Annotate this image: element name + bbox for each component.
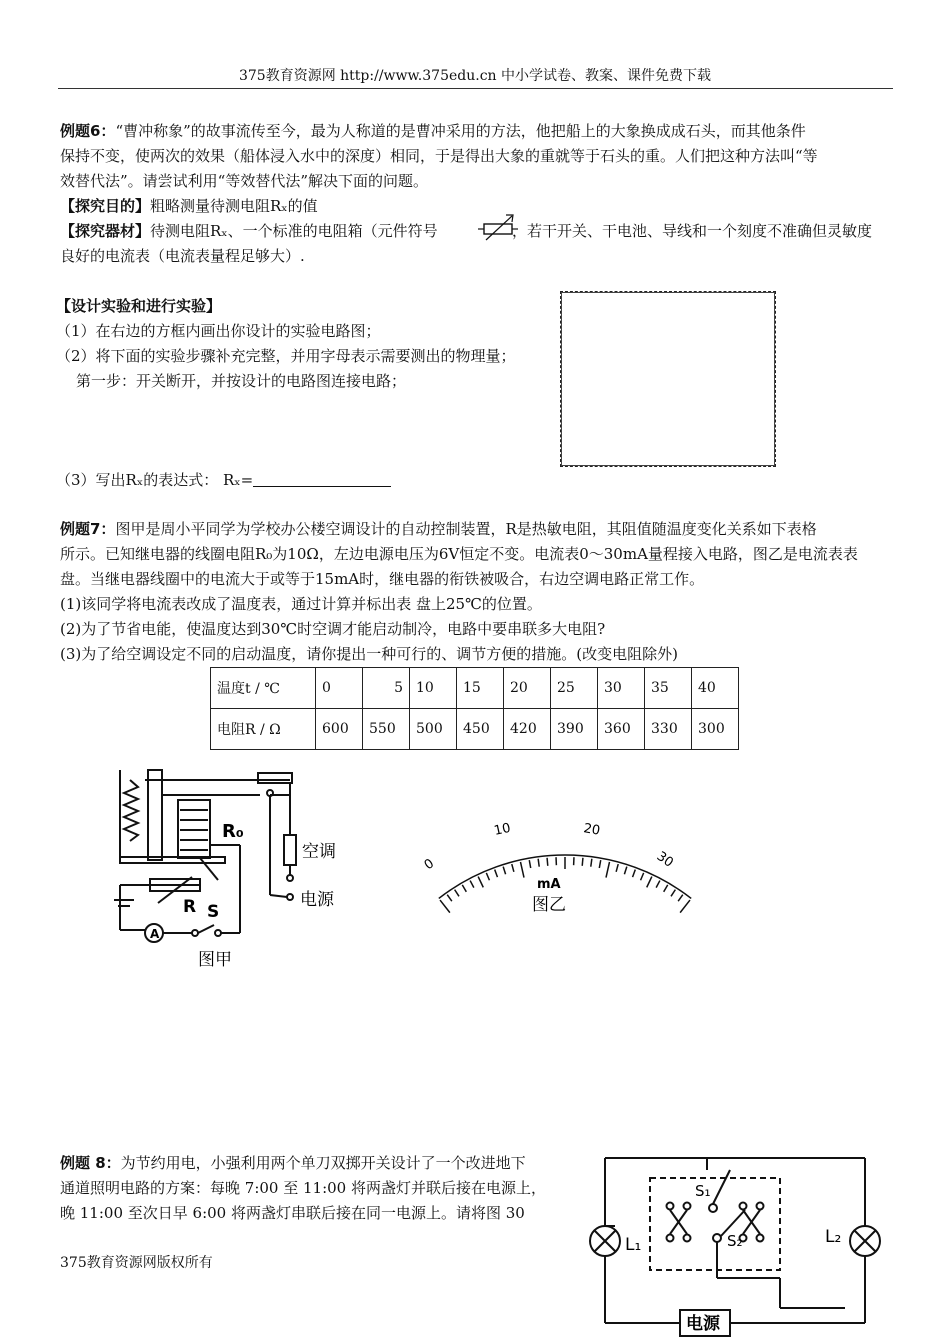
dial-tick (624, 867, 626, 875)
ex6-material (60, 221, 438, 241)
ex8-text-1: 为节约用电，小强利用两个单刀双掷开关设计了一个改进地下 (120, 1154, 526, 1172)
table-row-resistance (211, 709, 739, 750)
dial-tick (633, 870, 636, 878)
ex6-text-1: “曹冲称象”的故事流传至今，最为人称道的是曹冲采用的方法，他把船上的大象换成成石头，而其他条件 (115, 122, 806, 140)
table-cell: 300 (692, 709, 739, 750)
ex7-line-3: 盘。当继电器线圈中的电流大于或等于15mA时，继电器的衔铁被吸合，右边空调电路正常工作。 (60, 570, 705, 588)
table-cell: 550 (363, 709, 410, 750)
dial-tick (447, 895, 452, 902)
label-ac: 空调 (302, 842, 336, 862)
ex7-question-3: (3)为了给空调设定不同的启动温度，请你提出一种可行的、调节方便的措施。(改变电阻除外) (60, 645, 678, 663)
table-cell: 20 (504, 668, 551, 709)
ammeter-symbol-a: A (150, 927, 160, 941)
ex8-label: 例题 8： (60, 1154, 121, 1172)
dial-tick (478, 877, 483, 888)
dial-tick (547, 858, 548, 866)
caption-fig-b: 图乙 (532, 895, 566, 915)
dial-tick (529, 860, 530, 868)
label-l2: L₂ (825, 1227, 842, 1247)
page-footer: 375教育资源网版权所有 (60, 1255, 213, 1271)
figure-ex8-circuit (585, 1148, 890, 1340)
label-l1: L₁ (625, 1235, 642, 1255)
page-header: 375教育资源网 http://www.375edu.cn 中小学试卷、教案、课件免费下载 (238, 68, 712, 84)
ex7-label: 例题7： (60, 520, 116, 538)
dial-tick-label: 0 (421, 856, 438, 874)
answer-blank (253, 472, 391, 487)
material-text-b: ，若干开关、干电池、导线和一个刻度不准确但灵敏度 (512, 222, 873, 240)
dial-tick (647, 877, 652, 888)
dial-tick (503, 867, 505, 875)
ex6-line-1 (60, 121, 806, 141)
table-cell: 500 (410, 709, 457, 750)
table-cell: 5 (363, 668, 410, 709)
table-cell: 30 (598, 668, 645, 709)
material-label: 【探究器材】 (60, 222, 151, 240)
step-3-text: （3）写出Rₓ的表达式： Rₓ= (56, 471, 254, 489)
label-s2: S₂ (727, 1232, 743, 1250)
label-power-ex8: 电源 (686, 1314, 720, 1334)
ex8-line-2: 通道照明电路的方案：每晚 7:00 至 11:00 将两盏灯并联后接在电源上， (60, 1179, 546, 1197)
table-header-resistance: 电阻R / Ω (211, 709, 316, 750)
dial-tick (495, 870, 498, 878)
dial-tick (664, 885, 668, 892)
dial-tick (470, 881, 474, 888)
dial-tick (486, 873, 489, 880)
table-cell: 360 (598, 709, 645, 750)
dial-tick (616, 864, 618, 872)
material-text-a: 待测电阻Rₓ、一个标准的电阻箱（元件符号 (150, 222, 438, 240)
table-row-temperature (211, 668, 739, 709)
design-label: 【设计实验和进行实验】 (56, 297, 222, 315)
dial-unit: mA (537, 877, 561, 892)
dial-tick (538, 859, 539, 867)
ex6-line-2: 保持不变，使两次的效果（船体浸入水中的深度）相同，于是得出大象的重就等于石头的重。人们把这种方法叫“等 (60, 147, 818, 165)
dial-tick (582, 858, 583, 866)
table-header-temperature: 温度t / ℃ (211, 668, 316, 709)
ex7-question-2: (2)为了节省电能，使温度达到30℃时空调才能启动制冷，电路中要串联多大电阻? (60, 620, 606, 638)
answer-box (560, 291, 776, 467)
table-cell: 15 (457, 668, 504, 709)
table-cell: 420 (504, 709, 551, 750)
figure-a-relay-circuit (110, 765, 350, 975)
table-cell: 600 (316, 709, 363, 750)
table-cell: 10 (410, 668, 457, 709)
table-cell: 40 (692, 668, 739, 709)
dial-tick-label: 30 (653, 848, 676, 871)
caption-fig-a: 图甲 (198, 950, 232, 970)
table-cell: 0 (316, 668, 363, 709)
table-cell: 35 (645, 668, 692, 709)
label-s: S (207, 902, 220, 922)
label-power-a: 电源 (300, 890, 334, 910)
step-3 (56, 470, 391, 490)
table-cell: 25 (551, 668, 598, 709)
ex8-line-1 (60, 1153, 526, 1173)
dial-tick (462, 885, 466, 892)
label-r: R (183, 897, 197, 917)
material-text-c: 良好的电流表（电流表量程足够大）. (60, 247, 305, 265)
header-divider (58, 88, 893, 89)
purpose-text: 粗略测量待测电阻Rₓ的值 (150, 197, 318, 215)
dial-tick (678, 895, 683, 902)
ex6-purpose (60, 196, 318, 216)
dial-tick (606, 862, 610, 878)
dial-tick (591, 859, 592, 867)
label-s1: S₁ (695, 1182, 711, 1200)
step-2: （2）将下面的实验步骤补充完整，并用字母表示需要测出的物理量； (56, 347, 516, 365)
dial-tick (599, 860, 600, 868)
figure-b-ammeter-dial (420, 810, 710, 920)
dial-tick (680, 900, 690, 913)
step-1: （1）在右边的方框内画出你设计的实验电路图； (56, 322, 381, 340)
dial-tick (671, 890, 675, 897)
ex7-line-2: 所示。已知继电器的线圈电阻R₀为10Ω，左边电源电压为6V恒定不变。电流表0～30mA量程接入电路，图乙是电流表表 (60, 545, 858, 563)
dial-tick-label: 20 (582, 821, 602, 839)
ex6-label: 例题6： (60, 122, 116, 140)
dial-tick (440, 900, 450, 913)
table-cell: 450 (457, 709, 504, 750)
table-cell: 330 (645, 709, 692, 750)
ex6-line-3: 效替代法”。请尝试利用“等效替代法”解决下面的问题。 (60, 172, 429, 190)
dial-tick (656, 881, 660, 888)
dial-tick (520, 862, 524, 878)
dial-tick (641, 873, 644, 880)
resistance-table (210, 667, 739, 750)
table-cell: 390 (551, 709, 598, 750)
dial-tick (455, 890, 459, 897)
purpose-label: 【探究目的】 (60, 197, 151, 215)
ex7-line-1 (60, 519, 817, 539)
ex7-question-1: (1)该同学将电流表改成了温度表，通过计算并标出表 盘上25℃的位置。 (60, 595, 542, 613)
dial-tick (512, 864, 514, 872)
label-r0: R₀ (222, 821, 244, 842)
dial-tick-label: 10 (492, 820, 513, 839)
ex7-text-1: 图甲是周小平同学为学校办公楼空调设计的自动控制装置，R是热敏电阻，其阻值随温度变化关系如下表格 (115, 520, 817, 538)
step-2a: 第一步：开关断开，并按设计的电路图连接电路； (76, 372, 407, 390)
ex8-line-3: 晚 11:00 至次日早 6:00 将两盏灯串联后接在同一电源上。请将图 30 (60, 1204, 525, 1222)
